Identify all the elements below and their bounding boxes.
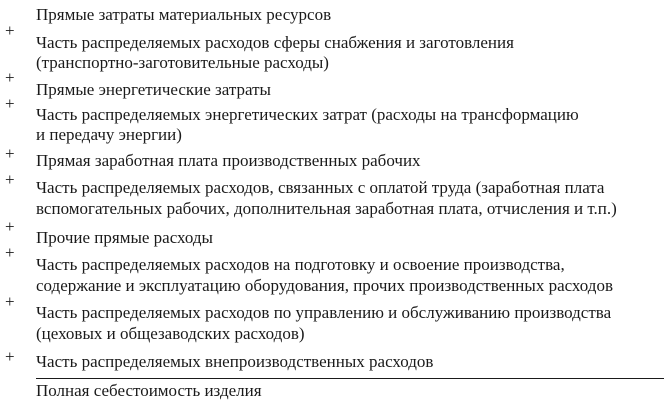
line-total-cost: Полная себестоимость изделия xyxy=(36,381,262,400)
line-energy-distribution-costs: Часть распределяемых энергетических затрат (расходы на трансформацию xyxy=(36,105,579,124)
total-divider-line xyxy=(36,378,664,379)
line-direct-material-costs: Прямые затраты материальных ресурсов xyxy=(36,5,332,24)
line-production-preparation-costs: Часть распределяемых расходов на подготовку и освоение производства, xyxy=(36,255,565,274)
plus-sign: + xyxy=(5,243,15,262)
plus-sign: + xyxy=(5,68,15,87)
line-supply-costs: Часть распределяемых расходов сферы снабжения и заготовления xyxy=(36,33,514,52)
line-management-costs: Часть распределяемых расходов по управлению и обслуживанию производства xyxy=(36,303,612,322)
line-supply-costs-continued: (транспортно-заготовительные расходы) xyxy=(36,53,329,72)
plus-sign: + xyxy=(5,94,15,113)
line-labor-related-continued: вспомогательных рабочих, дополнительная заработная плата, отчисления и т.п.) xyxy=(36,199,617,218)
plus-sign: + xyxy=(5,144,15,163)
line-non-production-costs: Часть распределяемых внепроизводственных расходов xyxy=(36,352,434,371)
line-production-preparation-continued: содержание и эксплуатацию оборудования, прочих производственных расходов xyxy=(36,276,613,295)
line-other-direct-costs: Прочие прямые расходы xyxy=(36,228,213,247)
plus-sign: + xyxy=(5,292,15,311)
plus-sign: + xyxy=(5,170,15,189)
plus-sign: + xyxy=(5,347,15,366)
plus-sign: + xyxy=(5,21,15,40)
line-direct-energy-costs: Прямые энергетические затраты xyxy=(36,80,271,99)
line-direct-wages: Прямая заработная плата производственных рабочих xyxy=(36,151,421,170)
line-labor-related-costs: Часть распределяемых расходов, связанных с оплатой труда (заработная плата xyxy=(36,178,605,197)
line-management-costs-continued: (цеховых и общезаводских расходов) xyxy=(36,324,305,343)
line-energy-distribution-continued: и передачу энергии) xyxy=(36,125,182,144)
plus-sign: + xyxy=(5,217,15,236)
